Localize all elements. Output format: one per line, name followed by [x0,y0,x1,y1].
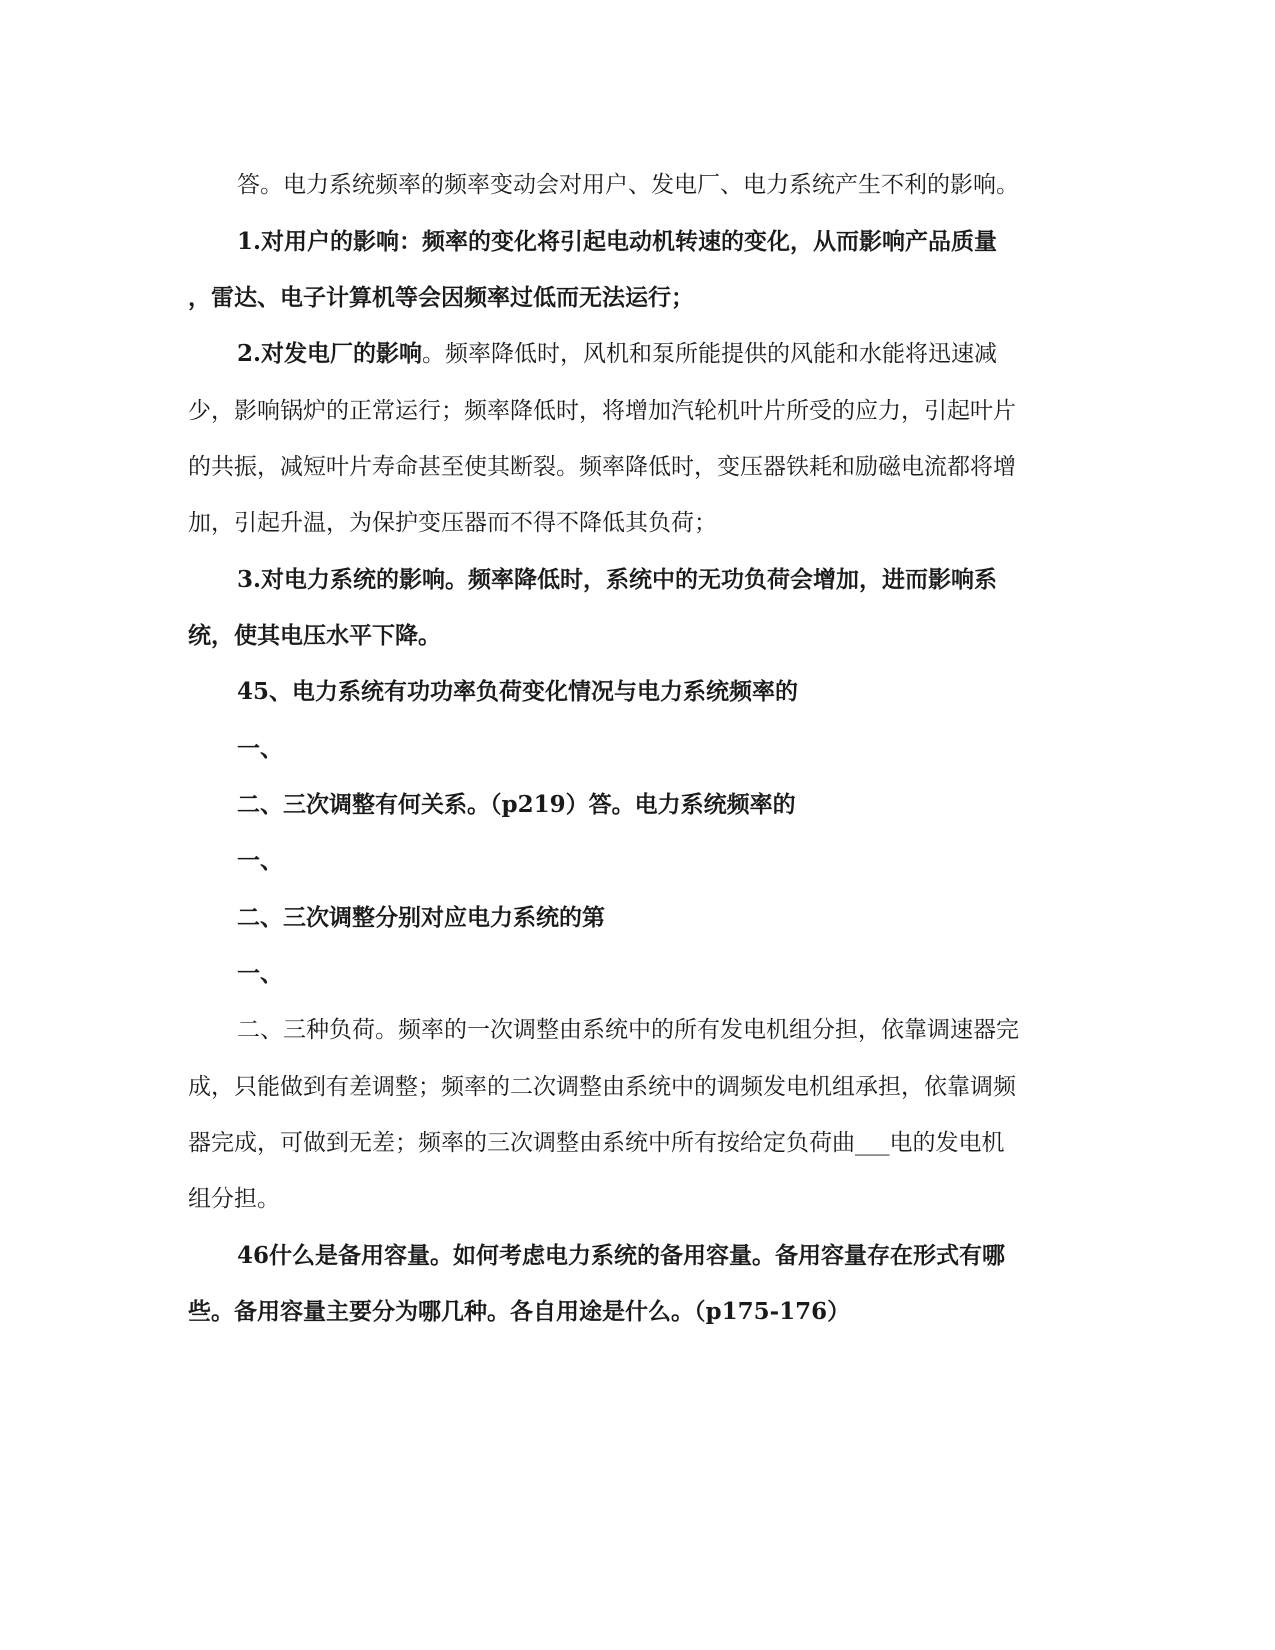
question-45-line-3: 二、三次调整有何关系。（p219）答。电力系统频率的 [237,791,796,818]
plant-impact-line-4: 加，引起升温，为保护变压器而不得不降低其负荷； [188,510,717,536]
frequency-regulation-line-3: 器完成，可做到无差；频率的三次调整由系统中所有按给定负荷曲___电的发电机 [188,1130,1005,1156]
plant-impact-line-3: 的共振，减短叶片寿命甚至使其断裂。频率降低时，变压器铁耗和励磁电流都将增 [188,454,1016,480]
user-impact-line-2: ，雷达、电子计算机等会因频率过低而无法运行； [188,284,694,311]
plant-impact-heading: 2.对发电厂的影响 [237,340,423,367]
question-46-line-1: 46什么是备用容量。如何考虑电力系统的备用容量。备用容量存在形式有哪 [237,1242,1006,1269]
system-impact-line-1: 3.对电力系统的影响。频率降低时，系统中的无功负荷会增加，进而影响系 [237,566,998,593]
frequency-regulation-line-4: 组分担。 [188,1186,280,1212]
question-45-line-5: 二、三次调整分别对应电力系统的第 [237,904,605,931]
question-45-line-6: 一、 [237,960,283,987]
question-45-line-2: 一、 [237,735,283,762]
answer-intro-line: 答。电力系统频率的频率变动会对用户、发电厂、电力系统产生不利的影响。 [237,172,1019,198]
frequency-regulation-line-1: 二、三种负荷。频率的一次调整由系统中的所有发电机组分担，依靠调速器完 [237,1017,1019,1043]
system-impact-line-2: 统，使其电压水平下降。 [188,622,441,649]
plant-impact-text: 。频率降低时，风机和泵所能提供的风能和水能将迅速减 [422,341,998,367]
question-45-line-4: 一、 [237,847,283,874]
question-45-line-1: 45、电力系统有功功率负荷变化情况与电力系统频率的 [237,678,799,705]
question-46-line-2: 些。备用容量主要分为哪几种。各自用途是什么。（p175-176） [188,1298,851,1325]
user-impact-line-1: 1.对用户的影响：频率的变化将引起电动机转速的变化，从而影响产品质量 [237,228,998,255]
plant-impact-line-1 [237,340,1137,368]
frequency-regulation-line-2: 成，只能做到有差调整；频率的二次调整由系统中的调频发电机组承担，依靠调频 [188,1074,1016,1100]
plant-impact-line-2: 少，影响锅炉的正常运行；频率降低时，将增加汽轮机叶片所受的应力，引起叶片 [188,398,1016,424]
